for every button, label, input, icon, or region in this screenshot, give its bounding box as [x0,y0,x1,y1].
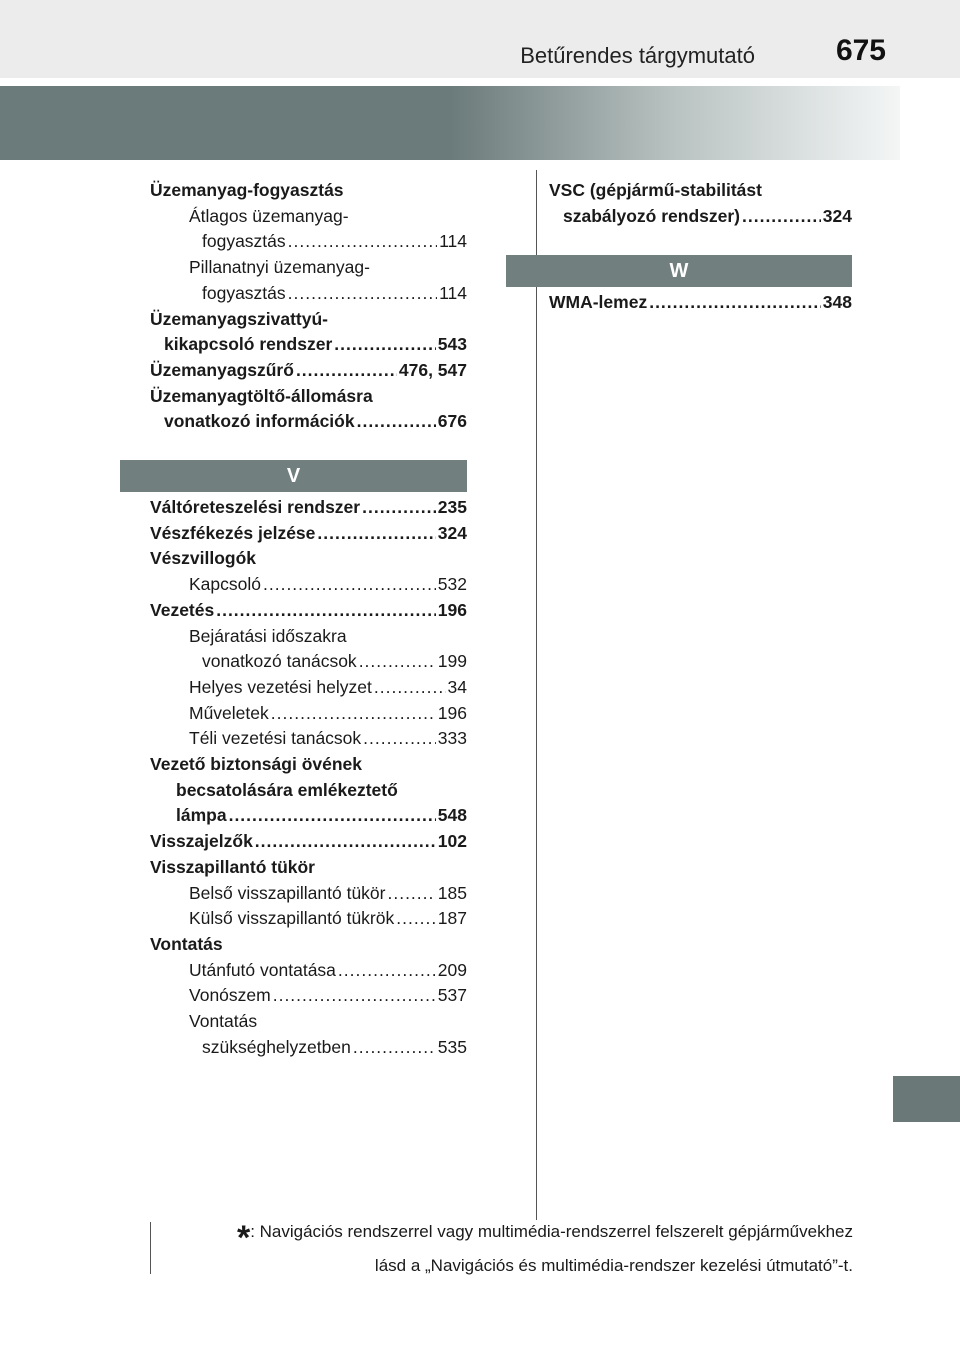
letter-heading-w: W [506,255,852,287]
page-ref: 187 [437,908,467,929]
page-ref: 114 [439,231,467,252]
index-entry-text: Vezető biztonsági övének [150,754,362,775]
index-column-right-w [549,290,852,316]
page-ref: 199 [437,651,467,672]
page-ref: 102 [437,831,467,852]
index-subentry: vonatkozó tanácsok ..... 199 [150,649,467,675]
index-column-left [150,178,467,435]
page-ref: 114 [439,282,467,303]
index-subentry-text: Pillanatnyi üzemanyag- [189,257,370,278]
index-entry: Vészvillogók [150,548,257,569]
index-entry-text: becsatolására emlékeztető [176,779,398,800]
index-entry: szabályozó rendszer) ..... 324 [549,204,852,230]
index-subentry: Külső visszapillantó tükrök ..... 187 [150,906,467,932]
page-ref: 34 [447,676,467,697]
page-ref: 235 [437,497,467,517]
index-subentry: fogyasztás ..... 114 [150,281,467,307]
index-entry: Visszajelzők ..... 102 [150,829,467,855]
page-ref: 676 [437,411,467,432]
index-entry: Üzemanyagszűrő ..... 476, 547 [150,358,467,384]
index-entry: Vészfékezés jelzése ..... 324 [150,521,467,547]
index-column-left-v [150,495,467,1060]
page-ref: 476, 547 [398,359,467,380]
page-ref: 548 [437,805,467,826]
index-subentry-text: Átlagos üzemanyag- [189,205,349,226]
index-entry-text: VSC (gépjármű-stabilitást [549,180,762,200]
page-number: 675 [835,34,886,67]
footnote-line: *: Navigációs rendszerrel vagy multimédia-rendszerrel felszerelt gépjárművekhez [236,1219,853,1257]
index-subentry-text: Bejáratási időszakra [189,625,347,646]
index-entry: lámpa ..... 548 [150,803,467,829]
index-entry-text: Üzemanyagtöltő-állomásra [150,385,373,406]
page-ref: 333 [437,728,467,749]
index-subentry: fogyasztás ..... 114 [150,229,467,255]
index-entry: Váltóreteszelési rendszer ..... 235 [150,495,467,521]
index-entry: Vontatás [150,933,223,954]
index-entry: kikapcsoló rendszer ..... 543 [150,332,467,358]
page-ref: 348 [822,292,852,312]
page-ref: 185 [437,882,467,903]
index-entry: WMA-lemez ..... 348 [549,290,852,316]
header-banner [0,86,900,160]
letter-heading-v: V [120,460,467,492]
page-ref: 196 [437,599,467,620]
index-subentry: Téli vezetési tanácsok ..... 333 [150,726,467,752]
index-entry: vonatkozó információk ..... 676 [150,409,467,435]
section-tab [893,1076,960,1122]
page-ref: 532 [437,574,467,595]
page-ref: 543 [437,334,467,355]
index-subentry: szükséghelyzetben ..... 535 [150,1035,467,1061]
index-subentry: Műveletek ..... 196 [150,701,467,727]
index-entry: Vezetés ..... 196 [150,598,467,624]
index-entry: Üzemanyag-fogyasztás [150,180,344,200]
index-subentry: Belső visszapillantó tükör ..... 185 [150,881,467,907]
header-strip [0,0,960,78]
page-ref: 324 [822,205,852,226]
index-entry-text: Üzemanyagszivattyú- [150,308,328,329]
page-title: Betűrendes tárgymutató [520,43,755,68]
footnote-line: lásd a „Navigációs és multimédia-rendszer kezelési útmutató”-t. [374,1256,853,1275]
index-subentry-text: Vontatás [189,1011,258,1032]
index-subentry: Utánfutó vontatása ..... 209 [150,958,467,984]
page-ref: 535 [437,1036,467,1057]
index-column-right [549,178,852,229]
page-ref: 196 [437,702,467,723]
footnote [153,1218,853,1279]
footnote-divider [150,1222,151,1274]
page-ref: 537 [437,985,467,1006]
index-subentry: Kapcsoló ..... 532 [150,572,467,598]
asterisk-icon: * [236,1219,251,1257]
page-ref: 209 [437,959,467,980]
index-subentry: Vonószem ..... 537 [150,983,467,1009]
index-subentry: Helyes vezetési helyzet ..... 34 [150,675,467,701]
index-entry: Visszapillantó tükör [150,856,315,877]
column-divider [536,170,537,1220]
page-ref: 324 [437,522,467,543]
